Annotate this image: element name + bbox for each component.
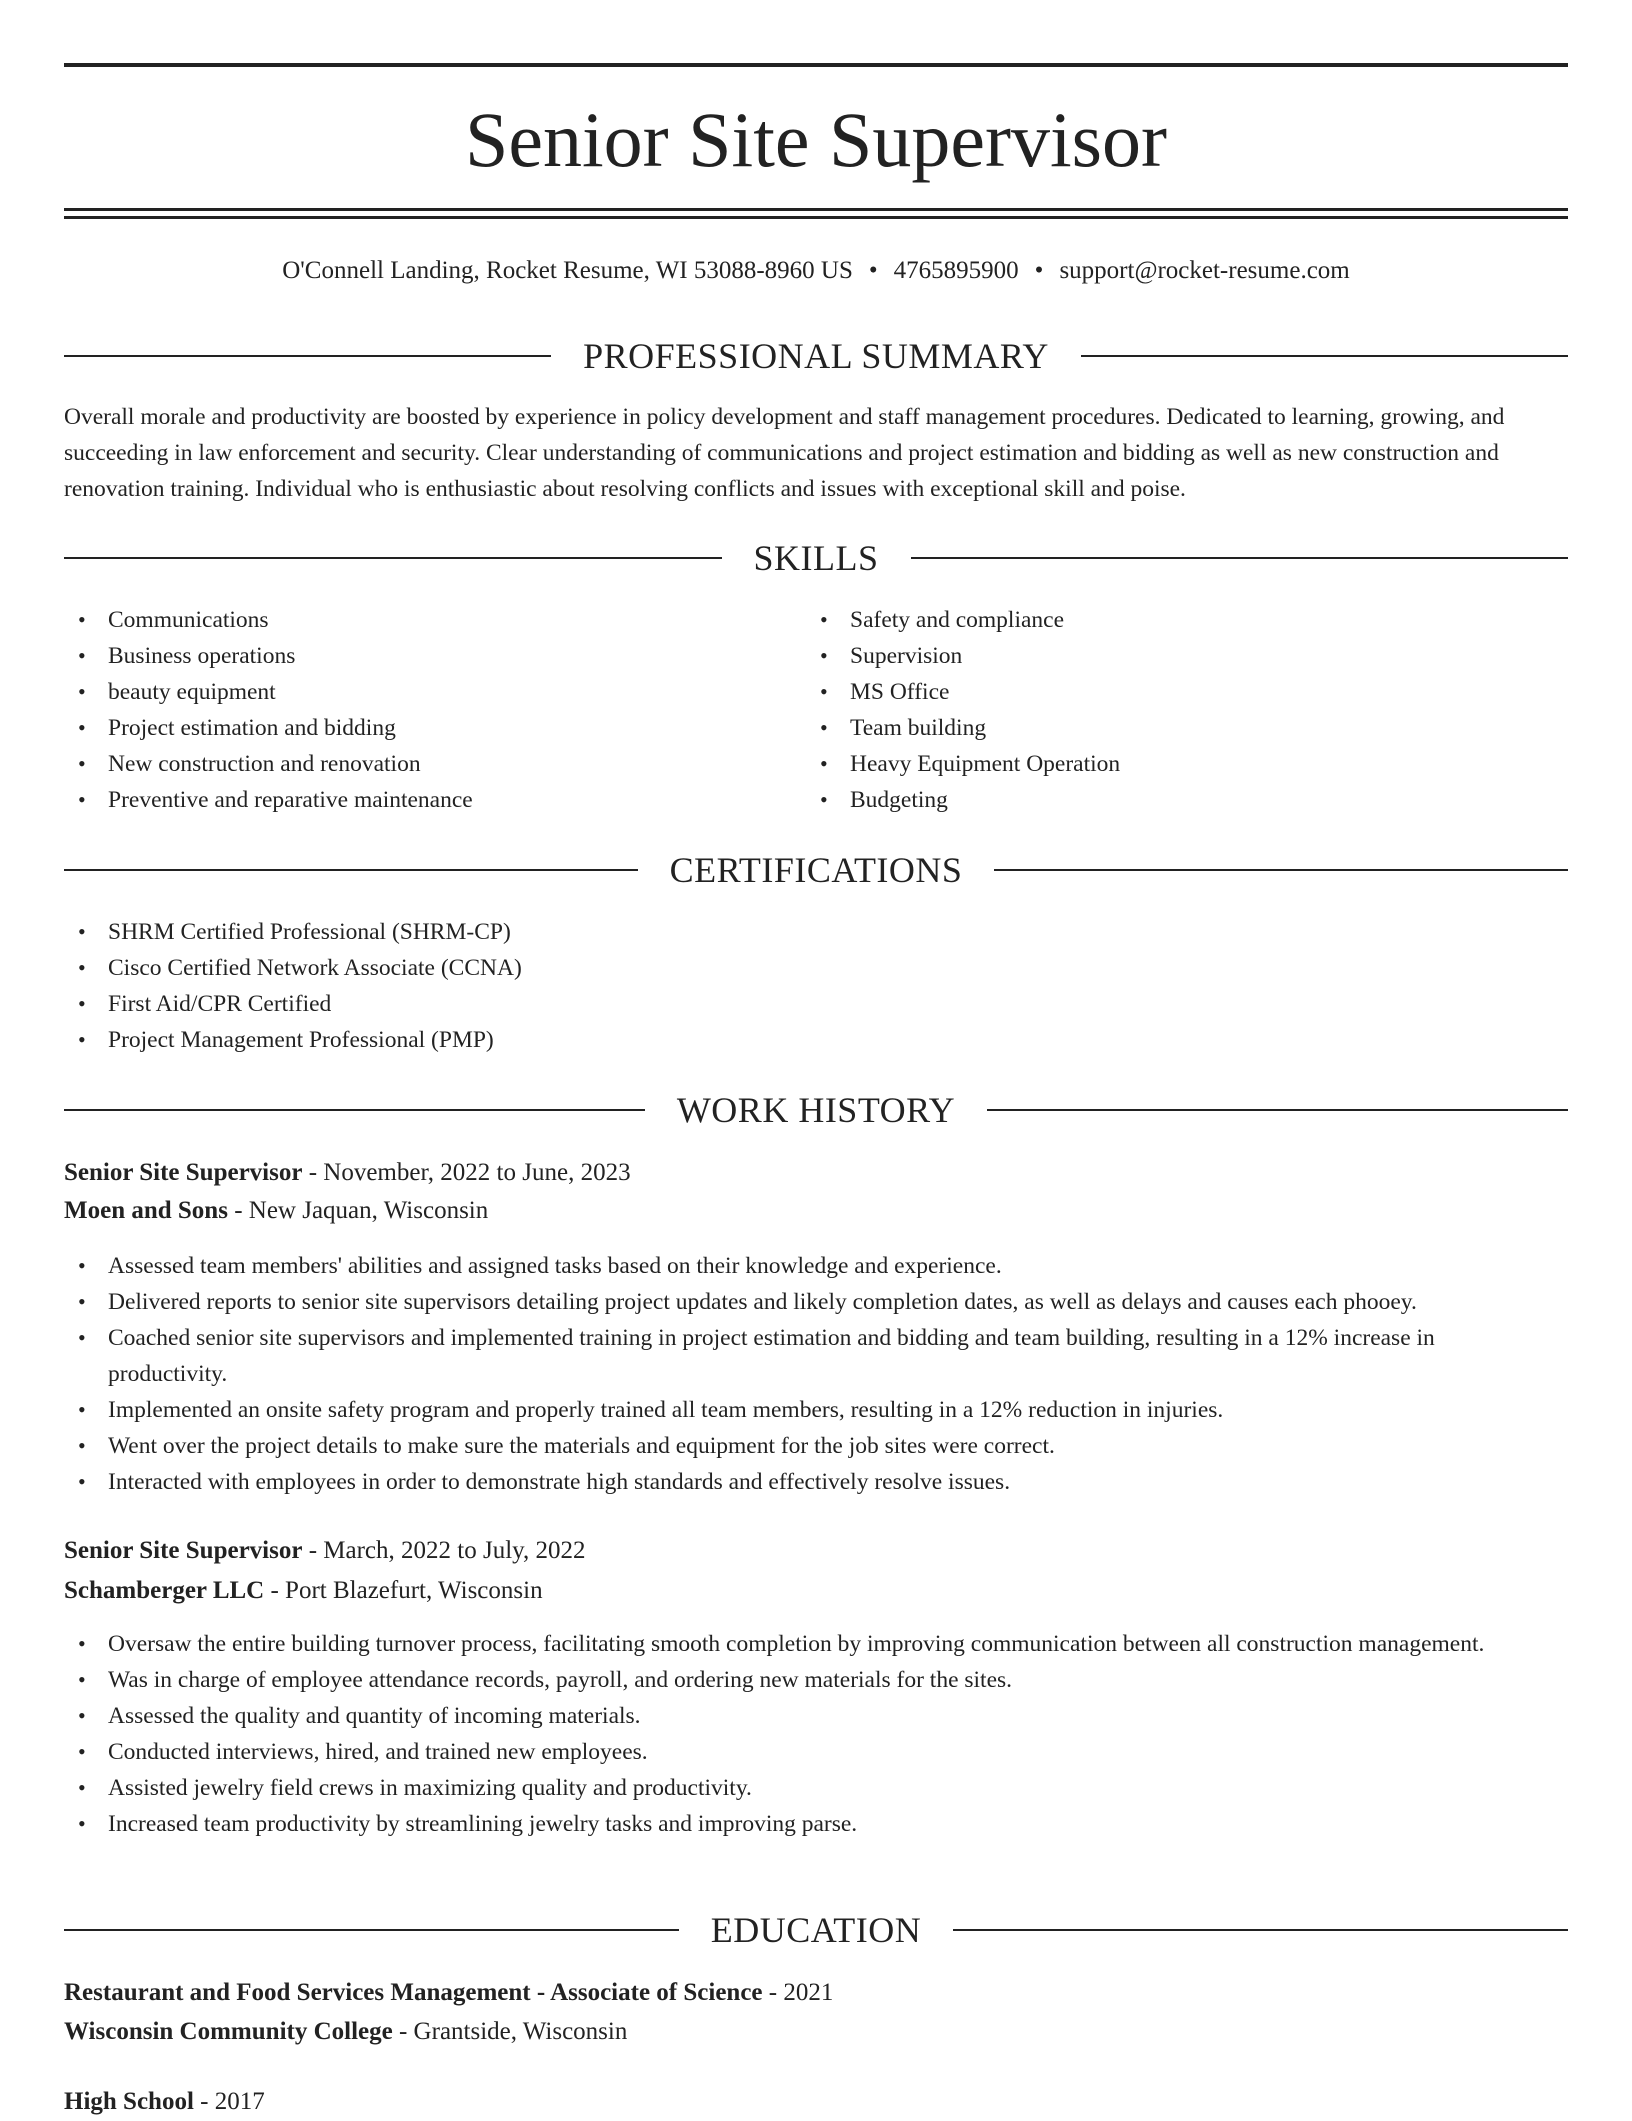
skill-item: • beauty equipment xyxy=(64,674,473,710)
job-company: Moen and Sons xyxy=(64,1197,228,1224)
job-dates: - November, 2022 to June, 2023 xyxy=(302,1159,631,1186)
section-rule xyxy=(911,557,1569,559)
job-bullet: • Delivered reports to senior site supervisors detailing project updates and likely completion dates, as well as delays and causes each phooey. xyxy=(64,1284,1568,1320)
contact-phone: 4765895900 xyxy=(893,257,1019,284)
contact-separator: • xyxy=(1034,257,1044,284)
section-rule xyxy=(994,869,1568,871)
job-bullet: • Interacted with employees in order to demonstrate high standards and effectively resolve issues. xyxy=(64,1464,1568,1500)
section-rule xyxy=(987,1109,1568,1111)
section-rule xyxy=(64,355,551,357)
section-rule xyxy=(64,1929,679,1931)
section-rule xyxy=(64,557,722,559)
skills-list-right xyxy=(806,602,1120,818)
certifications-list xyxy=(64,914,522,1058)
section-title: CERTIFICATIONS xyxy=(669,850,963,890)
section-rule xyxy=(64,869,638,871)
section-header-education xyxy=(64,1908,1568,1952)
job-location: - New Jaquan, Wisconsin xyxy=(227,1197,489,1224)
job-title: Senior Site Supervisor xyxy=(64,1537,303,1564)
skill-item: • Safety and compliance xyxy=(806,602,1120,638)
section-title: EDUCATION xyxy=(710,1910,922,1950)
skill-item: • Heavy Equipment Operation xyxy=(806,746,1120,782)
education-school-line xyxy=(64,2013,627,2051)
job-bullet: • Coached senior site supervisors and implemented training in project estimation and bidding and team building, resulting in a 12% increase in productivity. xyxy=(64,1320,1568,1392)
section-header-skills xyxy=(64,536,1568,580)
job-bullet-list xyxy=(64,1626,1568,1842)
skills-list-left xyxy=(64,602,473,818)
skill-item: • MS Office xyxy=(806,674,1120,710)
skill-item: • Project estimation and bidding xyxy=(64,710,473,746)
job-bullet: • Assisted jewelry field crews in maximizing quality and productivity. xyxy=(64,1770,1568,1806)
section-header-work xyxy=(64,1088,1568,1132)
resume-title: Senior Site Supervisor xyxy=(465,96,1167,183)
job-bullet: • Was in charge of employee attendance records, payroll, and ordering new materials for the sites. xyxy=(64,1662,1568,1698)
section-header-certifications xyxy=(64,848,1568,892)
job-bullet: • Assessed the quality and quantity of incoming materials. xyxy=(64,1698,1568,1734)
section-rule xyxy=(953,1929,1568,1931)
job-company-line xyxy=(64,1192,488,1230)
job-title: Senior Site Supervisor xyxy=(64,1159,303,1186)
skill-item: • Team building xyxy=(806,710,1120,746)
section-header-summary xyxy=(64,334,1568,378)
job-company: Schamberger LLC xyxy=(64,1577,265,1604)
job-bullet: • Increased team productivity by streamlining jewelry tasks and improving parse. xyxy=(64,1806,1568,1842)
certification-item: • Project Management Professional (PMP) xyxy=(64,1022,522,1058)
education-degree: High School xyxy=(64,2088,194,2115)
job-bullet: • Went over the project details to make sure the materials and equipment for the job sites were correct. xyxy=(64,1428,1568,1464)
job-bullet-list xyxy=(64,1248,1568,1500)
job-company-line xyxy=(64,1572,543,1610)
header-rule-lower xyxy=(64,216,1568,219)
section-title: PROFESSIONAL SUMMARY xyxy=(583,336,1049,376)
job-title-line xyxy=(64,1154,631,1192)
header-rule-upper xyxy=(64,208,1568,211)
job-location: - Port Blazefurt, Wisconsin xyxy=(264,1577,543,1604)
education-degree-line xyxy=(64,1974,833,2012)
contact-address: O'Connell Landing, Rocket Resume, WI 53088-8960 US xyxy=(282,257,853,284)
job-bullet: • Assessed team members' abilities and assigned tasks based on their knowledge and experience. xyxy=(64,1248,1568,1284)
education-year: - 2021 xyxy=(762,1979,834,2006)
contact-separator: • xyxy=(868,257,878,284)
section-title: WORK HISTORY xyxy=(676,1090,956,1130)
job-title-line xyxy=(64,1532,586,1570)
education-degree-line xyxy=(64,2083,265,2121)
section-rule xyxy=(64,1109,645,1111)
certification-item: • SHRM Certified Professional (SHRM-CP) xyxy=(64,914,522,950)
certification-item: • First Aid/CPR Certified xyxy=(64,986,522,1022)
skill-item: • Budgeting xyxy=(806,782,1120,818)
skill-item: • New construction and renovation xyxy=(64,746,473,782)
job-bullet: • Implemented an onsite safety program and properly trained all team members, resulting in a 12% reduction in injuries. xyxy=(64,1392,1568,1428)
education-school: Wisconsin Community College xyxy=(64,2018,393,2045)
education-degree: Restaurant and Food Services Management - Associate of Science xyxy=(64,1979,763,2006)
contact-line xyxy=(64,253,1568,289)
job-bullet: • Conducted interviews, hired, and trained new employees. xyxy=(64,1734,1568,1770)
job-bullet: • Oversaw the entire building turnover process, facilitating smooth completion by improving communication between all construction management. xyxy=(64,1626,1568,1662)
section-title: SKILLS xyxy=(753,538,879,578)
contact-email: support@rocket-resume.com xyxy=(1059,257,1350,284)
education-year: - 2017 xyxy=(193,2088,265,2115)
skill-item: • Business operations xyxy=(64,638,473,674)
skill-item: • Communications xyxy=(64,602,473,638)
skill-item: • Supervision xyxy=(806,638,1120,674)
summary-text: Overall morale and productivity are boosted by experience in policy development and staff management procedures. Dedicated to learning, growing, and succeeding in law enforcement and security. Clear understanding of communications and project estimation and bidding as well as new construction and renovation training. Individual who is enthusiastic about resolving conflicts and issues with exceptional skill and poise. xyxy=(64,404,1505,502)
header-top-rule xyxy=(64,63,1568,67)
section-rule xyxy=(1081,355,1568,357)
certification-item: • Cisco Certified Network Associate (CCNA) xyxy=(64,950,522,986)
job-dates: - March, 2022 to July, 2022 xyxy=(302,1537,586,1564)
skill-item: • Preventive and reparative maintenance xyxy=(64,782,473,818)
education-location: - Grantside, Wisconsin xyxy=(392,2018,628,2045)
